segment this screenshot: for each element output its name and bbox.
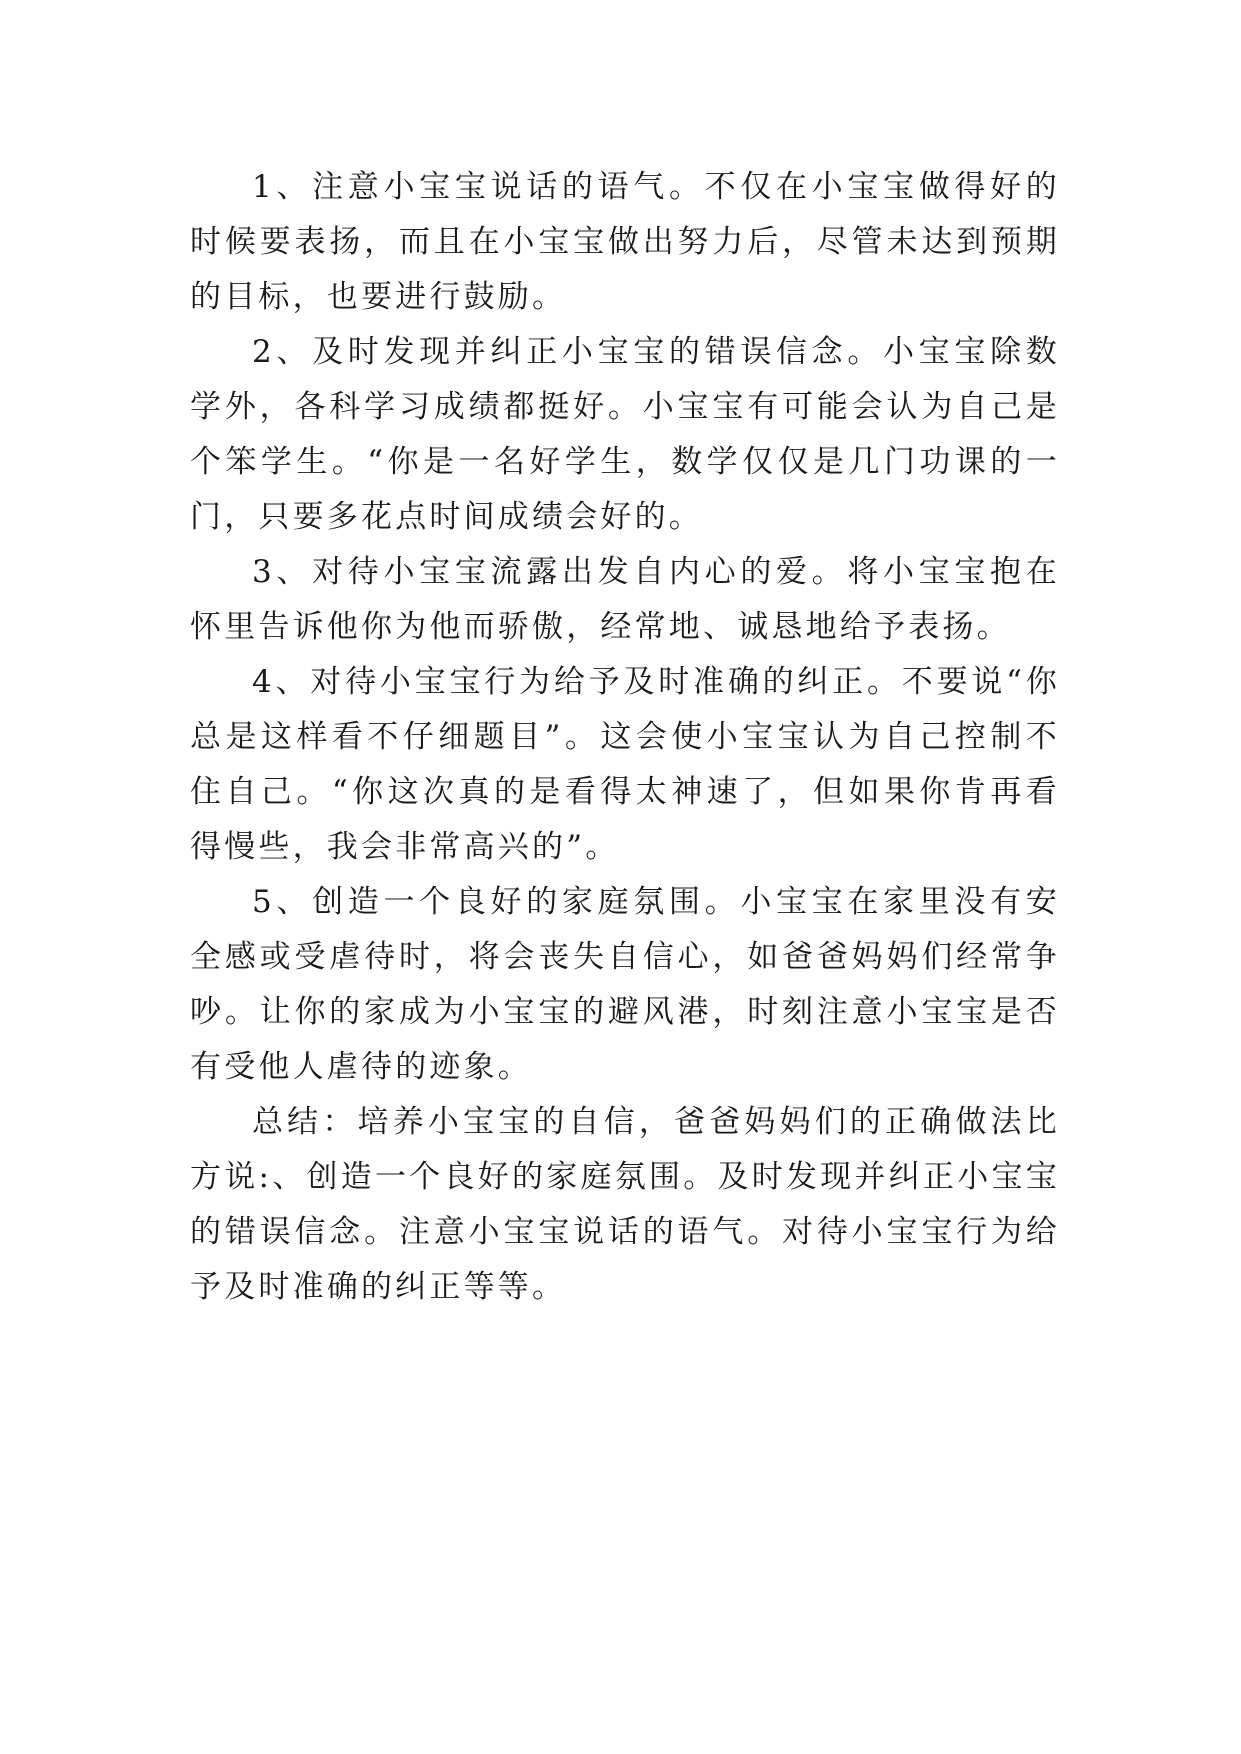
paragraph-5: 5、创造一个良好的家庭氛围。小宝宝在家里没有安全感或受虐待时，将会丧失自信心，如爸爸妈妈们经常争吵。让你的家成为小宝宝的避风港，时刻注意小宝宝是否有受他人虐待的迹象。 — [190, 884, 1060, 1085]
summary-paragraph: 总结：培养小宝宝的自信，爸爸妈妈们的正确做法比方说:、创造一个良好的家庭氛围。及时发现并纠正小宝宝的错误信念。注意小宝宝说话的语气。对待小宝宝行为给予及时准确的纠正等等。 — [190, 1104, 1060, 1305]
paragraph-3: 3、对待小宝宝流露出发自内心的爱。将小宝宝抱在怀里告诉他你为他而骄傲，经常地、诚恳地给予表扬。 — [190, 554, 1060, 645]
document-body — [190, 160, 1060, 1315]
paragraph-2: 2、及时发现并纠正小宝宝的错误信念。小宝宝除数学外，各科学习成绩都挺好。小宝宝有可能会认为自己是个笨学生。“你是一名好学生，数学仅仅是几门功课的一门，只要多花点时间成绩会好的。 — [190, 334, 1060, 535]
paragraph-1: 1、注意小宝宝说话的语气。不仅在小宝宝做得好的时候要表扬，而且在小宝宝做出努力后，尽管未达到预期的目标，也要进行鼓励。 — [190, 169, 1060, 315]
paragraph-4: 4、对待小宝宝行为给予及时准确的纠正。不要说“你总是这样看不仔细题目”。这会使小宝宝认为自己控制不住自己。“你这次真的是看得太神速了，但如果你肯再看得慢些，我会非常高兴的”。 — [190, 664, 1060, 865]
